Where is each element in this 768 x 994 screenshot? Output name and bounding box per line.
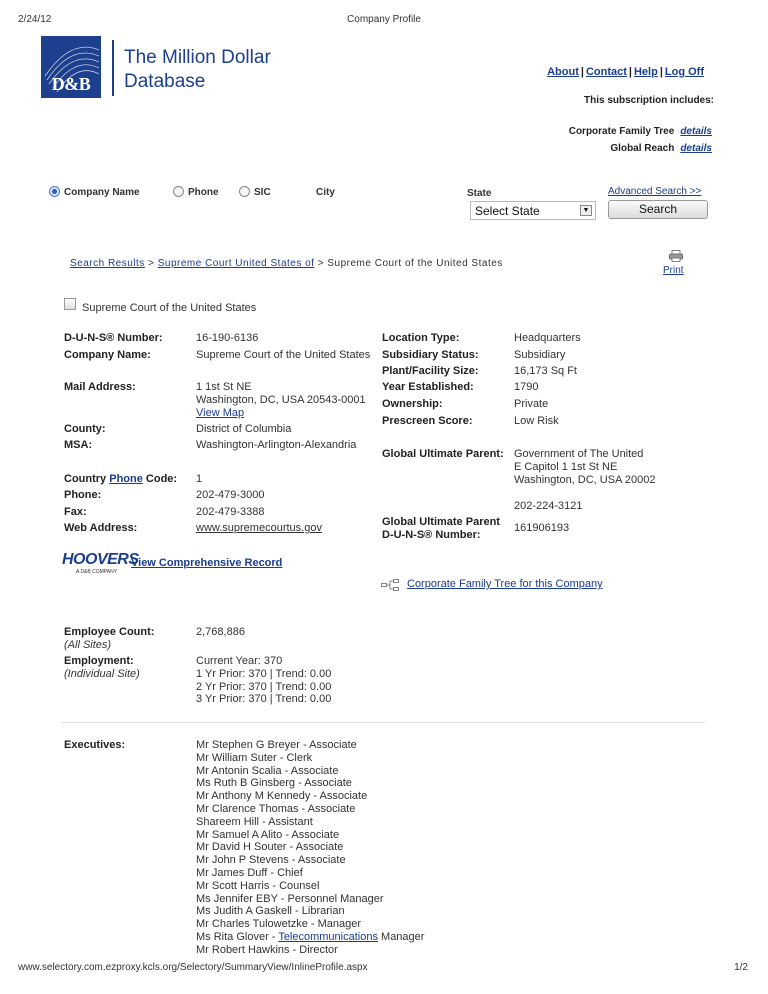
section-divider — [62, 722, 705, 723]
fax-label: Fax: — [64, 506, 87, 518]
year-established-value: 1790 — [514, 381, 539, 393]
list-item: Mr Scott Harris - Counsel — [196, 879, 320, 892]
fax-value: 202-479-3388 — [196, 506, 265, 518]
phone-value: 202-479-3000 — [196, 489, 265, 501]
phone-code-link[interactable]: Phone — [109, 473, 143, 485]
about-link[interactable]: About — [547, 66, 579, 78]
subsidiary-status-label: Subsidiary Status: — [382, 349, 479, 361]
sic-label: SIC — [254, 187, 271, 198]
list-item: Mr Charles Tulowetzke - Manager — [196, 918, 362, 931]
global-ultimate-parent-value: Government of The United E Capitol 1 1st St NE Washington, DC, USA 20002 — [514, 448, 656, 486]
location-type-value: Headquarters — [514, 332, 581, 344]
list-item: Mr Samuel A Alito - Associate — [196, 828, 340, 841]
msa-value: Washington-Arlington-Alexandria — [196, 439, 357, 451]
view-map-link[interactable]: View Map — [196, 406, 245, 419]
logo-mark: D&B — [51, 74, 91, 94]
company-name-value: Supreme Court of the United States — [196, 349, 371, 361]
company-title: Supreme Court of the United States — [82, 302, 257, 314]
global-reach-details-link[interactable]: details — [680, 143, 712, 154]
list-item: Ms Judith A Gaskell - Librarian — [196, 905, 345, 918]
list-item: Ms Jennifer EBY - Personnel Manager — [196, 892, 384, 905]
company-name-radio[interactable] — [49, 186, 60, 197]
ownership-value: Private — [514, 398, 549, 410]
breadcrumb-parent[interactable]: Supreme Court United States of — [157, 258, 315, 269]
breadcrumb-current: > Supreme Court of the United States — [317, 258, 503, 269]
prescreen-score-label: Prescreen Score: — [382, 415, 473, 427]
global-ultimate-parent-phone: 202-224-3121 — [514, 500, 583, 512]
employment-label: Employment: — [64, 655, 134, 667]
city-label: City — [316, 187, 335, 198]
subscription-heading: This subscription includes: — [583, 95, 714, 106]
state-label: State — [467, 188, 492, 199]
print-page-number: 1/2 — [734, 962, 748, 973]
duns-value: 16-190-6136 — [196, 332, 259, 344]
print-title: Company Profile — [347, 14, 421, 25]
view-comprehensive-record-link[interactable]: View Comprehensive Record — [131, 557, 283, 569]
print-date: 2/24/12 — [18, 14, 52, 25]
county-label: County: — [64, 423, 106, 435]
country-code-label: Country Phone Code: — [64, 473, 178, 485]
list-item: Mr James Duff - Chief — [196, 866, 303, 879]
msa-label: MSA: — [64, 439, 93, 451]
employment-values: Current Year: 370 1 Yr Prior: 370 | Trend: 0.00 2 Yr Prior: 370 | Trend: 0.00 3 Yr Prior: 370 | Trend: 0.00 — [196, 655, 332, 706]
employee-count-sub: (All Sites) — [64, 639, 112, 651]
company-name-label: Company Name — [64, 187, 140, 198]
help-link[interactable]: Help — [633, 66, 658, 78]
logo-divider — [112, 40, 114, 96]
printer-icon[interactable] — [669, 250, 683, 262]
global-ultimate-parent-duns-value: 161906193 — [514, 522, 570, 534]
plant-size-label: Plant/Facility Size: — [382, 365, 479, 377]
executives-list — [196, 739, 424, 957]
phone-label: Phone — [188, 187, 219, 198]
list-item: Mr Anthony M Kennedy - Associate — [196, 790, 368, 803]
ownership-label: Ownership: — [382, 398, 443, 410]
location-type-label: Location Type: — [382, 332, 460, 344]
list-item: Mr John P Stevens - Associate — [196, 854, 346, 867]
hoovers-logo[interactable]: HOOVERS A D&B COMPANY — [62, 551, 139, 575]
country-code-value: 1 — [196, 473, 203, 485]
telecommunications-link[interactable]: Telecommunications — [278, 930, 378, 943]
phone-field-label: Phone: — [64, 489, 102, 501]
select-company-checkbox[interactable] — [64, 298, 76, 310]
list-item: Mr Robert Hawkins - Director — [196, 943, 338, 956]
year-established-label: Year Established: — [382, 381, 474, 393]
search-button[interactable]: Search — [608, 200, 708, 219]
employment-sub: (Individual Site) — [64, 668, 140, 680]
list-item: Mr Clarence Thomas - Associate — [196, 802, 356, 815]
print-link[interactable]: Print — [663, 265, 684, 276]
subsidiary-status-value: Subsidiary — [514, 349, 566, 361]
phone-radio[interactable] — [173, 186, 184, 197]
duns-label: D-U-N-S® Number: — [64, 332, 163, 344]
global-ultimate-parent-label: Global Ultimate Parent: — [382, 448, 504, 460]
state-select[interactable]: Select State ▼ — [470, 201, 596, 220]
mail-address-label: Mail Address: — [64, 381, 136, 393]
logoff-link[interactable]: Log Off — [664, 66, 704, 78]
top-nav: About | Contact | Help | Log Off — [547, 66, 704, 78]
chevron-down-icon[interactable]: ▼ — [580, 205, 592, 216]
global-ultimate-parent-duns-label: Global Ultimate Parent D-U-N-S® Number: — [382, 516, 500, 541]
dnb-logo[interactable] — [41, 36, 101, 98]
list-item: Mr Stephen G Breyer - Associate — [196, 739, 357, 751]
list-item: Mr David H Souter - Associate — [196, 841, 344, 854]
prescreen-score-value: Low Risk — [514, 415, 559, 427]
sic-radio[interactable] — [239, 186, 250, 197]
corporate-family-tree-link[interactable]: Corporate Family Tree for this Company — [407, 578, 603, 590]
advanced-search-link[interactable]: Advanced Search >> — [608, 186, 702, 197]
family-tree-details-link[interactable]: details — [680, 126, 712, 137]
mail-address-value: 1 1st St NE Washington, DC, USA 20543-0001 View Map — [196, 381, 366, 419]
logo-title: The Million Dollar Database — [124, 47, 271, 92]
print-url: www.selectory.com.ezproxy.kcls.org/Selectory/SummaryView/InlineProfile.aspx — [18, 962, 368, 973]
subscription-item-family-tree: Corporate Family Tree details — [568, 126, 712, 137]
county-value: District of Columbia — [196, 423, 292, 435]
contact-link[interactable]: Contact — [585, 66, 627, 78]
breadcrumb: Search Results > Supreme Court United States of > Supreme Court of the United States — [70, 258, 503, 269]
list-item: Shareem Hill - Assistant — [196, 815, 313, 828]
employee-count-value: 2,768,886 — [196, 626, 245, 638]
list-item: Mr Antonin Scalia - Associate — [196, 764, 339, 777]
list-item: Mr William Suter - Clerk — [196, 751, 313, 764]
breadcrumb-search-results[interactable]: Search Results — [70, 258, 145, 269]
list-item: Ms Rita Glover - Telecommunications Manager — [196, 930, 425, 943]
list-item: Ms Ruth B Ginsberg - Associate — [196, 777, 352, 790]
family-tree-icon — [381, 579, 405, 591]
employee-count-label: Employee Count: — [64, 626, 155, 638]
company-name-field-label: Company Name: — [64, 349, 151, 361]
web-address-label: Web Address: — [64, 522, 138, 534]
plant-size-value: 16,173 Sq Ft — [514, 365, 577, 377]
subscription-item-global-reach: Global Reach details — [610, 143, 712, 154]
web-address-link[interactable]: www.supremecourtus.gov — [196, 522, 322, 534]
executives-label: Executives: — [64, 739, 126, 751]
